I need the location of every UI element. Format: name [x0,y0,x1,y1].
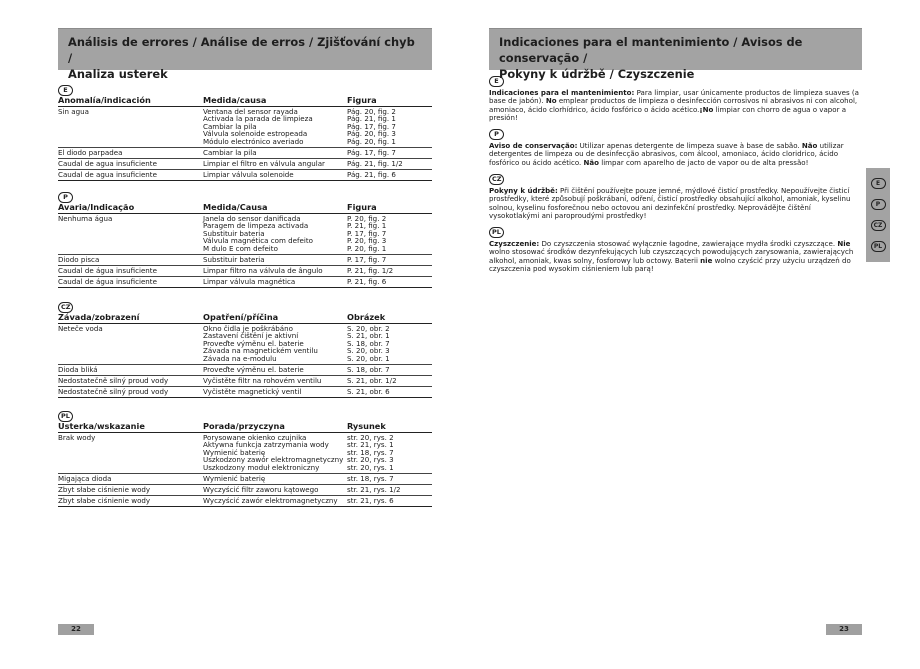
problem-cell: Nedostatečně silný proud vody [58,376,203,387]
page-title-line1: Análisis de errores / Análise de erros / Zjišťování chyb / [68,35,415,65]
language-badge-pl: PL [489,227,504,238]
cause-cell: Okno čidla je poškrábáno Zastavení čištění je aktivní Proveďte výměnu el. baterie Závada na magnetickém ventilu Závada na e-modulu [203,323,347,364]
cause-cell: Limpar filtro na válvula de ângulo [203,266,347,277]
cause-cell: Limpar válvula magnética [203,277,347,288]
column-header: Porada/przyczyna [203,422,347,432]
maintenance-block-es [489,76,862,123]
cause-cell: Limpiar válvula solenoide [203,170,347,181]
section-pl [58,403,432,507]
figure-cell: str. 18, rys. 7 [347,474,432,485]
figure-cell: S. 21, obr. 6 [347,387,432,398]
figure-cell: P. 17, fig. 7 [347,255,432,266]
page-title-bar [489,28,862,81]
cause-cell: Wymienić baterię [203,474,347,485]
error-table-cz [58,313,432,398]
language-badge-cz: CZ [58,302,73,313]
table-row [58,255,432,266]
figure-cell: str. 20, rys. 2 str. 21, rys. 1 str. 18, rys. 7 str. 20, rys. 3 str. 20, rys. 1 [347,432,432,473]
table-row [58,485,432,496]
column-header: Závada/zobrazení [58,313,203,323]
cause-cell: Cambiar la pila [203,148,347,159]
maintenance-text: Pokyny k údržbě: Při čištění používejte pouze jemné, mýdlové čisticí prostředky. Nepoužívejte čisticí prostředky, které způsobují poškrábaní, odření, čisticí prostředky obsahující alkohol, amoniak, kyselinu solnou, kyselinu fosforečnou nebo octovou ani dezinfekční prostředky. Neprovádějte čištění vysokotlakými ani paroproudými prostředky! [489,186,851,221]
language-badge-e: E [58,85,73,96]
table-row [58,365,432,376]
column-header: Rysunek [347,422,432,432]
table-row [58,159,432,170]
column-header: Figura [347,203,432,213]
column-header: Medida/Causa [203,203,347,213]
problem-cell: Caudal de agua insuficiente [58,159,203,170]
section-pt [58,184,432,288]
language-side-tab [866,168,890,262]
language-badge-pl: PL [871,241,886,252]
page-title-line2: Pokyny k údržbě / Czyszczenie [499,67,695,81]
problem-cell: Nedostatečně silný proud vody [58,387,203,398]
table-row [58,387,432,398]
page-title-line2: Analiza usterek [68,67,168,81]
table-row [58,376,432,387]
maintenance-block-pl [489,227,862,274]
language-badge-p: P [871,199,886,210]
figure-cell: S. 21, obr. 1/2 [347,376,432,387]
problem-cell: Dioda bliká [58,365,203,376]
language-badge-e: E [871,178,886,189]
table-row [58,496,432,507]
cause-cell: Porysowane okienko czujnika Aktywna funkcja zatrzymania wody Wymienić baterię Uszkodzony zawór elektromagnetyczny Uszkodzony moduł elektroniczny [203,432,347,473]
figure-cell: str. 21, rys. 6 [347,496,432,507]
cause-cell: Vyčistěte filtr na rohovém ventilu [203,376,347,387]
column-header: Figura [347,96,432,106]
language-badge-pl: PL [58,411,73,422]
cause-cell: Proveďte výměnu el. baterie [203,365,347,376]
table-row [58,170,432,181]
language-badge-cz: CZ [489,174,504,185]
figure-cell: S. 20, obr. 2 S. 21, obr. 1 S. 18, obr. 7 S. 20, obr. 3 S. 20, obr. 1 [347,323,432,364]
language-badge-cz: CZ [871,220,886,231]
page-title-bar [58,28,432,81]
table-row [58,432,432,473]
cause-cell: Substituir bateria [203,255,347,266]
error-table-pl [58,422,432,507]
figure-cell: S. 18, obr. 7 [347,365,432,376]
cause-cell: Vyčistěte magnetický ventil [203,387,347,398]
error-table-es [58,96,432,181]
cause-cell: Limpiar el filtro en válvula angular [203,159,347,170]
problem-cell: El diodo parpadea [58,148,203,159]
problem-cell: Zbyt słabe ciśnienie wody [58,496,203,507]
problem-cell: Neteče voda [58,323,203,364]
figure-cell: P. 20, fig. 2 P. 21, fig. 1 P. 17, fig. 7 P. 20, fig. 3 P. 20, fig. 1 [347,213,432,254]
column-header: Opatření/příčina [203,313,347,323]
problem-cell: Zbyt słabe ciśnienie wody [58,485,203,496]
maintenance-block-pt [489,129,862,167]
right-page [489,0,862,81]
problem-cell: Caudal de agua insuficiente [58,170,203,181]
table-row [58,277,432,288]
figure-cell: Pág. 21, fig. 1/2 [347,159,432,170]
maintenance-text: Czyszczenie: Do czyszczenia stosować wyłącznie łagodne, zawierające mydła środki czyszczące. Nie wolno stosować środków dezynfekujących lub czyszczących powodujących zarysowania, zawierających alkohol, amoniak, kwas solny, fosforowy lub octowy. Baterii nie wolno czyścić przy użyciu urządzeń do czyszczenia pod wysokim ciśnieniem lub parą! [489,239,854,274]
figure-cell: Pág. 21, fig. 6 [347,170,432,181]
maintenance-text: Indicaciones para el mantenimiento: Para limpiar, usar únicamente productos de limpieza suaves (a base de jabón). No emplear productos de limpieza o desinfección corrosivos ni abrasivos ni con alcohol, amoniaco, ácido clorhídrico, ácido fosfórico o ácido acético.¡No limpiar con chorro de agua o vapor a presión! [489,88,859,123]
column-header: Avaria/Indicação [58,203,203,213]
language-badge-p: P [58,192,73,203]
language-badge-e: E [489,76,504,87]
figure-cell: P. 21, fig. 6 [347,277,432,288]
error-table-pt [58,203,432,288]
problem-cell: Brak wody [58,432,203,473]
column-header: Obrázek [347,313,432,323]
figure-cell: Pág. 17, fig. 7 [347,148,432,159]
cause-cell: Ventana del sensor rayada Activada la parada de limpieza Cambiar la pila Válvula solenoide estropeada Módulo electrónico averiado [203,106,347,147]
column-header: Medida/causa [203,96,347,106]
column-header: Usterka/wskazanie [58,422,203,432]
table-row [58,266,432,277]
problem-cell: Nenhuma água [58,213,203,254]
figure-cell: P. 21, fig. 1/2 [347,266,432,277]
problem-cell: Caudal de água insuficiente [58,266,203,277]
problem-cell: Migająca dioda [58,474,203,485]
page-number-left: 22 [58,624,94,635]
table-row [58,323,432,364]
cause-cell: Wyczyścić zawór elektromagnetyczny [203,496,347,507]
section-cz [58,294,432,398]
maintenance-text: Aviso de conservação: Utilizar apenas detergente de limpeza suave à base de sabão. Não utilizar detergentes de limpeza ou de desinfecção abrasivos, com álcool, amoniaco, ácido cloridrico, ácido fosfórico ou ácido acético. Não limpar com aparelho de jacto de vapor ou de alta pressão! [489,141,844,167]
problem-cell: Diodo pisca [58,255,203,266]
figure-cell: Pág. 20, fig. 2 Pág. 21, fig. 1 Pág. 17, fig. 7 Pág. 20, fig. 3 Pág. 20, fig. 1 [347,106,432,147]
language-badge-p: P [489,129,504,140]
page-number-right: 23 [826,624,862,635]
maintenance-block-cz [489,174,862,221]
figure-cell: str. 21, rys. 1/2 [347,485,432,496]
problem-cell: Sin agua [58,106,203,147]
section-es [58,77,432,181]
column-header: Anomalía/indicación [58,96,203,106]
table-row [58,474,432,485]
cause-cell: Wyczyścić filtr zaworu kątowego [203,485,347,496]
left-page [58,0,432,81]
table-row [58,148,432,159]
table-row [58,106,432,147]
problem-cell: Caudal de água insuficiente [58,277,203,288]
cause-cell: Janela do sensor danificada Paragem de limpeza activada Substituir bateria Válvula magnética com defeito M dulo E com defeito [203,213,347,254]
table-row [58,213,432,254]
page-title-line1: Indicaciones para el mantenimiento / Avisos de conservação / [499,35,803,65]
